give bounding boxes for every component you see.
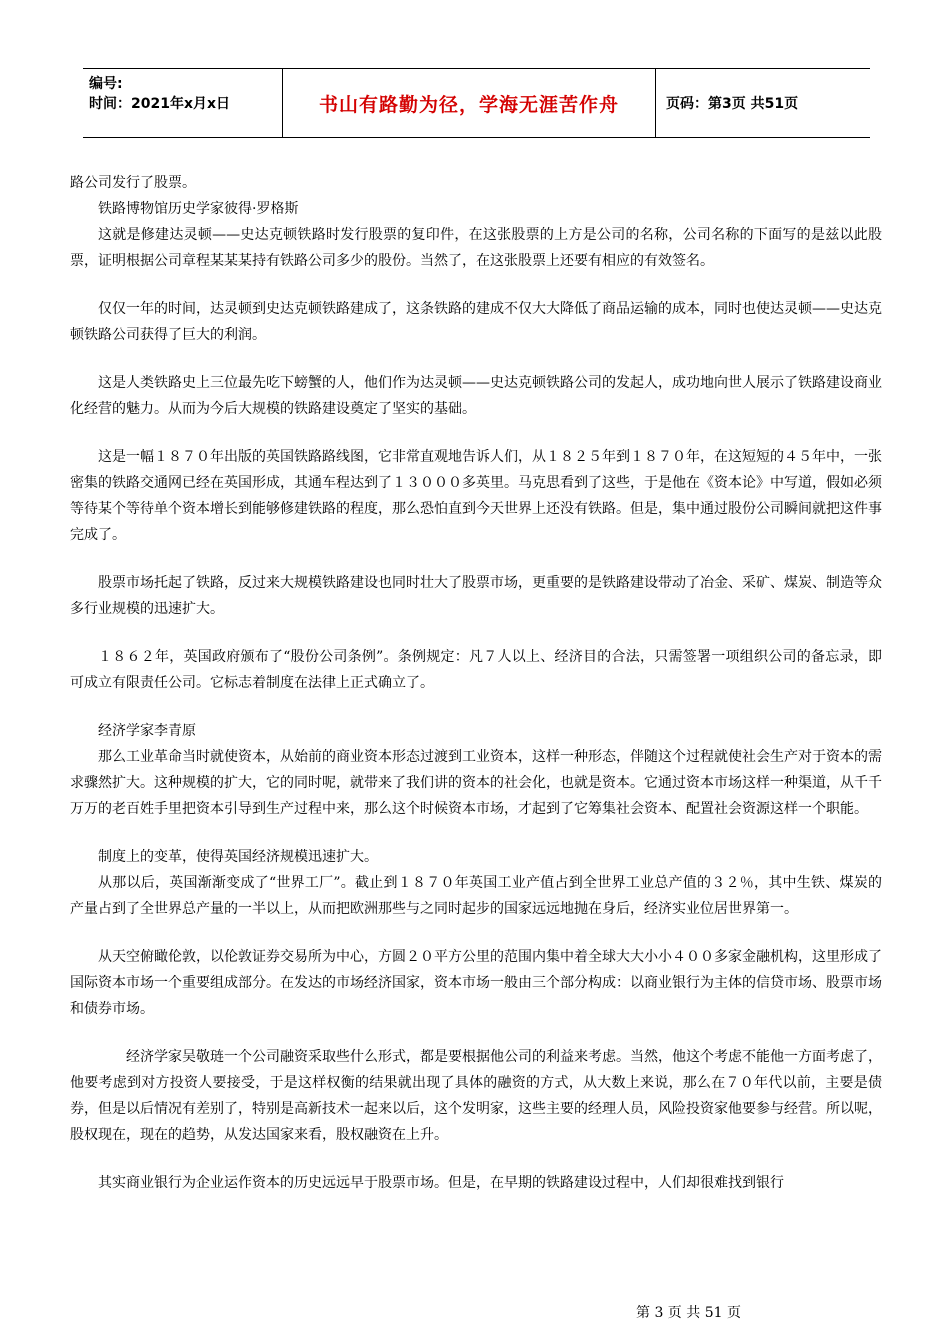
paragraph-spacer (70, 274, 882, 296)
body-paragraph: 股票市场托起了铁路，反过来大规模铁路建设也同时壮大了股票市场，更重要的是铁路建设带动了冶金、采矿、煤炭、制造等众多行业规模的迅速扩大。 (70, 575, 882, 617)
header-meta-cell (83, 69, 283, 137)
paragraph-spacer (70, 548, 882, 570)
body-paragraph: 经济学家吴敬琏一个公司融资采取些什么形式，都是要根据他公司的利益来考虑。当然，他这个考虑不能他一方面考虑了，他要考虑到对方投资人要接受，于是这样权衡的结果就出现了具体的融资的方式，从大数上来说，那么在７０年代以前，主要是债券，但是以后情况有差别了，特别是高新技术一起来以后，这个发明家，这些主要的经理人员，风险投资家他要参与经营。所以呢，股权现在，现在的趋势，从发达国家来看，股权融资在上升。 (70, 1049, 882, 1143)
body-paragraph: 从那以后，英国渐渐变成了“世界工厂”。截止到１８７０年英国工业产值占到全世界工业总产值的３２％，其中生铁、煤炭的产量占到了全世界总产量的一半以上，从而把欧洲那些与之同时起步的国家远远地抛在身后，经济实业位居世界第一。 (70, 875, 882, 917)
page-footer: 第 3 页 共 51 页 (636, 1305, 741, 1321)
body-paragraph: 仅仅一年的时间，达灵顿到史达克顿铁路建成了，这条铁路的建成不仅大大降低了商品运输的成本，同时也使达灵顿——史达克顿铁路公司获得了巨大的利润。 (70, 301, 882, 343)
body-paragraph: 这就是修建达灵顿——史达克顿铁路时发行股票的复印件，在这张股票的上方是公司的名称，公司名称的下面写的是兹以此股票，证明根据公司章程某某某持有铁路公司多少的股份。当然了，在这张股票上还要有相应的有效签名。 (70, 227, 882, 269)
document-body (70, 170, 882, 1196)
body-paragraph: 其实商业银行为企业运作资本的历史远远早于股票市场。但是，在早期的铁路建设过程中，人们却很难找到银行 (98, 1175, 784, 1191)
page-header (83, 68, 870, 138)
paragraph-spacer (70, 622, 882, 644)
body-paragraph: 铁路博物馆历史学家彼得·罗格斯 (98, 201, 299, 217)
body-paragraph: 制度上的变革，使得英国经济规模迅速扩大。 (98, 849, 378, 865)
paragraph-spacer (70, 422, 882, 444)
body-paragraph: 经济学家李青原 (98, 723, 196, 739)
body-paragraph: 路公司发行了股票。 (70, 175, 196, 191)
document-number-label: 编号: (89, 76, 123, 92)
paragraph-spacer (70, 348, 882, 370)
body-paragraph: 这是一幅１８７０年出版的英国铁路路线图，它非常直观地告诉人们，从１８２５年到１８７０年，在这短短的４５年中，一张密集的铁路交通网已经在英国形成，其通车程达到了１３０００多英里。马克思看到了这些，于是他在《资本论》中写道，假如必须等待某个等待单个资本增长到能够修建铁路的程度，那么恐怕直到今天世界上还没有铁路。但是，集中通过股份公司瞬间就把这件事完成了。 (70, 449, 882, 543)
body-paragraph: １８６２年，英国政府颁布了“股份公司条例”。条例规定：凡７人以上、经济目的合法，只需签署一项组织公司的备忘录，即可成立有限责任公司。它标志着制度在法律上正式确立了。 (70, 649, 882, 691)
body-paragraph: 那么工业革命当时就使资本，从始前的商业资本形态过渡到工业资本，这样一种形态，伴随这个过程就使社会生产对于资本的需求骤然扩大。这种规模的扩大，它的同时呢，就带来了我们讲的资本的社会化，也就是资本。它通过资本市场这样一种渠道，从千千万万的老百姓手里把资本引导到生产过程中来，那么这个时候资本市场，才起到了它筹集社会资本、配置社会资源这样一个职能。 (70, 749, 882, 817)
paragraph-spacer (70, 1022, 882, 1044)
body-paragraph: 从天空俯瞰伦敦，以伦敦证券交易所为中心，方圆２０平方公里的范围内集中着全球大大小小４００多家金融机构，这里形成了国际资本市场一个重要组成部分。在发达的市场经济国家，资本市场一般由三个部分构成：以商业银行为主体的信贷市场、股票市场和债券市场。 (70, 949, 882, 1017)
header-page-number: 页码：第3页 共51页 (666, 96, 799, 112)
paragraph-spacer (70, 822, 882, 844)
header-motto: 书山有路勤为径，学海无涯苦作舟 (283, 69, 656, 137)
paragraph-spacer (70, 1148, 882, 1170)
document-time-label: 时间：2021年x月x日 (89, 96, 231, 112)
paragraph-spacer (70, 922, 882, 944)
body-paragraph: 这是人类铁路史上三位最先吃下螃蟹的人，他们作为达灵顿——史达克顿铁路公司的发起人，成功地向世人展示了铁路建设商业化经营的魅力。从而为今后大规模的铁路建设奠定了坚实的基础。 (70, 375, 882, 417)
paragraph-spacer (70, 696, 882, 718)
